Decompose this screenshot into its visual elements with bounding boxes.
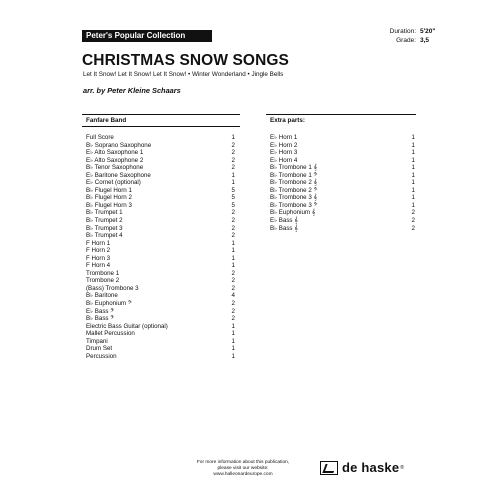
part-quantity: 2 — [231, 156, 235, 164]
grade-row — [362, 37, 435, 46]
part-name: Timpani — [86, 337, 108, 345]
duration-row — [362, 28, 435, 37]
part-quantity: 1 — [411, 171, 415, 179]
fanfare-part-row — [86, 353, 235, 361]
part-name: F Horn 4 — [86, 262, 111, 270]
fanfare-part-row — [86, 194, 235, 202]
registered-mark: ® — [400, 464, 404, 471]
part-name: F Horn 2 — [86, 247, 111, 255]
extra-heading: Extra parts: — [270, 117, 305, 124]
part-quantity: 1 — [411, 149, 415, 157]
part-name: B♭ Trumpet 3 — [86, 224, 123, 232]
extra-part-row — [270, 194, 415, 202]
fanfare-heading: Fanfare Band — [86, 117, 127, 124]
part-quantity: 1 — [231, 247, 235, 255]
part-quantity: 5 — [231, 186, 235, 194]
part-name: E♭ Horn 3 — [270, 149, 298, 157]
fanfare-part-row — [86, 255, 235, 263]
fanfare-part-row — [86, 270, 235, 278]
part-quantity: 1 — [411, 156, 415, 164]
fanfare-part-row — [86, 217, 235, 225]
fanfare-part-row — [86, 247, 235, 255]
part-name: E♭ Horn 2 — [270, 141, 298, 149]
part-name: E♭ Horn 1 — [270, 134, 298, 141]
part-name: B♭ Trombone 3 𝄞 — [270, 194, 318, 202]
part-quantity: 2 — [411, 209, 415, 217]
fanfare-part-row — [86, 142, 235, 150]
part-quantity: 1 — [411, 134, 415, 141]
part-quantity: 1 — [231, 330, 235, 338]
part-name: B♭ Soprano Saxophone — [86, 141, 152, 149]
part-quantity: 1 — [231, 239, 235, 247]
fanfare-part-row — [86, 134, 235, 142]
part-quantity: 5 — [231, 201, 235, 209]
part-quantity: 2 — [231, 300, 235, 308]
part-name: B♭ Trombone 2 𝄞 — [270, 179, 318, 187]
part-name: Percussion — [86, 352, 117, 360]
part-quantity: 2 — [231, 277, 235, 285]
fanfare-part-row — [86, 172, 235, 180]
publisher-name: de haske — [342, 460, 400, 475]
fanfare-part-row — [86, 262, 235, 270]
part-quantity: 1 — [231, 337, 235, 345]
part-name: B♭ Trombone 3 𝄢 — [270, 201, 318, 209]
part-name: B♭ Bass 𝄢 — [86, 315, 115, 323]
part-quantity: 1 — [231, 262, 235, 270]
part-name: B♭ Euphonium 𝄞 — [270, 209, 316, 217]
part-quantity: 2 — [231, 284, 235, 292]
fanfare-heading-rule — [82, 114, 240, 115]
part-name: B♭ Trumpet 4 — [86, 232, 123, 240]
part-name: B♭ Flugel Horn 1 — [86, 186, 132, 194]
part-quantity: 2 — [231, 269, 235, 277]
part-name: E♭ Cornet (optional) — [86, 179, 141, 187]
extra-part-row — [270, 134, 415, 142]
fanfare-part-row — [86, 202, 235, 210]
fanfare-part-row — [86, 285, 235, 293]
fanfare-part-row — [86, 157, 235, 165]
fanfare-part-row — [86, 209, 235, 217]
extra-parts-list — [270, 134, 415, 232]
part-name: Full Score — [86, 134, 114, 141]
series-badge: Peter's Popular Collection — [82, 30, 212, 42]
part-quantity: 1 — [231, 345, 235, 353]
part-name: (Bass) Trombone 3 — [86, 284, 139, 292]
fanfare-part-row — [86, 179, 235, 187]
extra-part-row — [270, 225, 415, 233]
footer-website: www.halleonardeurope.com — [213, 472, 273, 477]
grade-label: Grade: — [396, 36, 416, 44]
part-name: F Horn 3 — [86, 254, 111, 262]
part-quantity: 1 — [411, 141, 415, 149]
part-quantity: 1 — [231, 352, 235, 360]
part-name: Drum Set — [86, 345, 113, 353]
fanfare-heading-underline — [82, 126, 240, 127]
extra-part-row — [270, 209, 415, 217]
part-quantity: 2 — [411, 224, 415, 232]
fanfare-part-row — [86, 225, 235, 233]
part-quantity: 2 — [231, 141, 235, 149]
fanfare-part-row — [86, 300, 235, 308]
publisher-logo — [320, 460, 404, 475]
part-name: E♭ Bass 𝄢 — [86, 307, 115, 315]
part-quantity: 1 — [411, 164, 415, 172]
fanfare-part-row — [86, 345, 235, 353]
part-name: E♭ Alto Saxophone 1 — [86, 149, 144, 157]
part-name: B♭ Flugel Horn 3 — [86, 201, 132, 209]
part-name: E♭ Alto Saxophone 2 — [86, 156, 144, 164]
part-name: Mallet Percussion — [86, 330, 135, 338]
part-quantity: 1 — [231, 179, 235, 187]
part-name: E♭ Baritone Saxophone — [86, 171, 151, 179]
part-name: B♭ Bass 𝄞 — [270, 224, 298, 232]
part-quantity: 1 — [411, 186, 415, 194]
publisher-logo-icon — [320, 461, 338, 475]
part-name: B♭ Trombone 1 𝄢 — [270, 171, 318, 179]
part-quantity: 2 — [231, 315, 235, 323]
part-quantity: 2 — [411, 217, 415, 225]
part-quantity: 2 — [231, 209, 235, 217]
part-name: B♭ Trombone 2 𝄢 — [270, 186, 318, 194]
part-quantity: 1 — [411, 179, 415, 187]
fanfare-parts-list — [86, 134, 235, 360]
part-quantity: 2 — [231, 232, 235, 240]
extra-part-row — [270, 142, 415, 150]
part-name: B♭ Baritone — [86, 292, 118, 300]
fanfare-part-row — [86, 315, 235, 323]
part-quantity: 1 — [411, 201, 415, 209]
part-name: E♭ Horn 4 — [270, 156, 298, 164]
fanfare-part-row — [86, 330, 235, 338]
part-quantity: 2 — [231, 224, 235, 232]
part-name: Electric Bass Guitar (optional) — [86, 322, 168, 330]
fanfare-part-row — [86, 187, 235, 195]
part-name: E♭ Bass 𝄞 — [270, 217, 298, 225]
fanfare-part-row — [86, 308, 235, 316]
part-name: Trombone 1 — [86, 269, 120, 277]
extra-heading-rule — [266, 114, 416, 115]
fanfare-part-row — [86, 240, 235, 248]
extra-part-row — [270, 164, 415, 172]
song-list: Let It Snow! Let It Snow! Let It Snow! • Winter Wonderland • Jingle Bells — [83, 71, 284, 78]
extra-part-row — [270, 217, 415, 225]
fanfare-part-row — [86, 292, 235, 300]
footer-line-2: please visit our website: — [217, 466, 269, 471]
part-name: Trombone 2 — [86, 277, 120, 285]
footer-info — [178, 460, 308, 478]
part-name: B♭ Flugel Horn 2 — [86, 194, 132, 202]
part-quantity: 1 — [231, 254, 235, 262]
duration-label: Duration: — [389, 28, 416, 35]
part-quantity: 2 — [231, 217, 235, 225]
fanfare-part-row — [86, 323, 235, 331]
part-quantity: 2 — [231, 307, 235, 315]
fanfare-part-row — [86, 164, 235, 172]
part-name: B♭ Trumpet 1 — [86, 209, 123, 217]
part-quantity: 5 — [231, 194, 235, 202]
extra-part-row — [270, 179, 415, 187]
duration-value: 5'20" — [420, 28, 436, 35]
part-quantity: 2 — [231, 149, 235, 157]
arranger-credit: arr. by Peter Kleine Schaars — [83, 86, 181, 95]
fanfare-part-row — [86, 232, 235, 240]
part-name: F Horn 1 — [86, 239, 111, 247]
part-name: B♭ Trombone 1 𝄞 — [270, 164, 318, 172]
piece-metadata — [362, 28, 435, 45]
part-quantity: 2 — [231, 164, 235, 172]
part-quantity: 4 — [231, 292, 235, 300]
fanfare-part-row — [86, 149, 235, 157]
fanfare-part-row — [86, 338, 235, 346]
part-quantity: 1 — [231, 322, 235, 330]
page-title: CHRISTMAS SNOW SONGS — [82, 52, 289, 69]
part-quantity: 1 — [231, 134, 235, 141]
footer-line-1: For more information about this publication, — [196, 460, 290, 465]
grade-value: 3,5 — [420, 36, 430, 44]
part-name: B♭ Euphonium 𝄢 — [86, 300, 132, 308]
fanfare-part-row — [86, 277, 235, 285]
extra-part-row — [270, 149, 415, 157]
part-quantity: 1 — [411, 194, 415, 202]
part-name: B♭ Tenor Saxophone — [86, 164, 144, 172]
part-name: B♭ Trumpet 2 — [86, 217, 123, 225]
part-quantity: 1 — [231, 171, 235, 179]
